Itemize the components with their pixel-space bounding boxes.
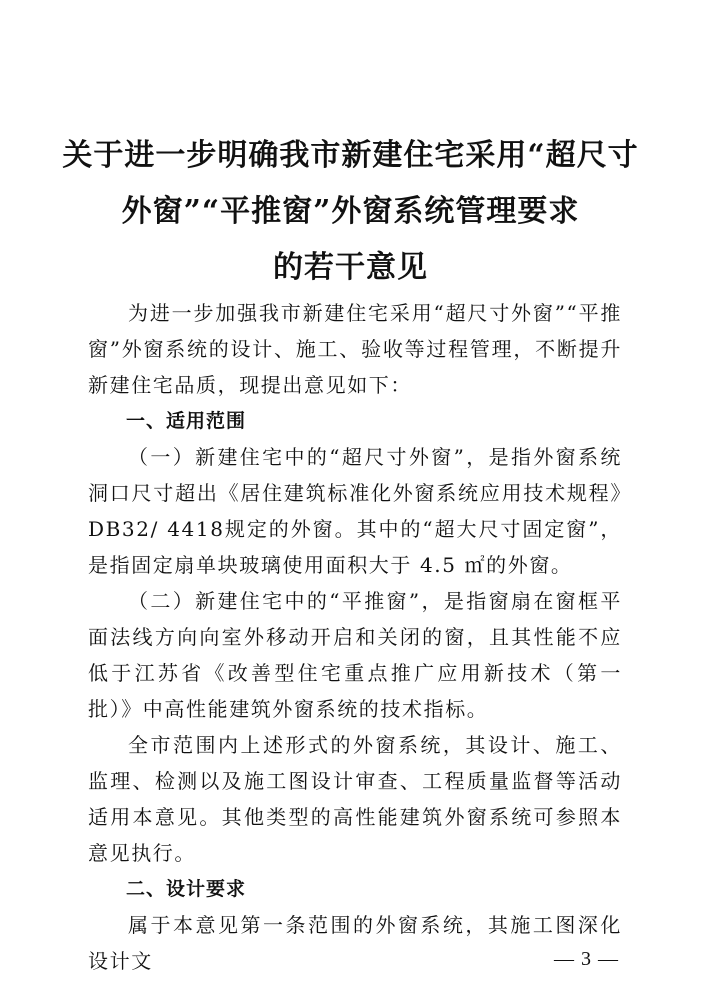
- document-body: [88, 295, 622, 979]
- section-1-heading: 一、适用范围: [126, 410, 247, 432]
- section-1-paragraph-2: （二）新建住宅中的“平推窗”，是指窗扇在窗框平面法线方向向室外移动开启和关闭的窗，且其性能不应低于江苏省《改善型住宅重点推广应用新技术（第一批）》中高性能建筑外窗系统的技术指标。: [88, 589, 622, 721]
- section-2-heading: 二、设计要求: [126, 878, 247, 900]
- title-line-3: 的若干意见: [273, 250, 428, 285]
- document-title: [0, 128, 701, 296]
- page-number: — 3 —: [554, 948, 619, 970]
- title-line-2: 外窗”“平推窗”外窗系统管理要求: [121, 194, 580, 229]
- intro-paragraph: 为进一步加强我市新建住宅采用“超尺寸外窗”“平推窗”外窗系统的设计、施工、验收等过程管理，不断提升新建住宅品质，现提出意见如下：: [88, 301, 622, 397]
- section-1-paragraph-3: 全市范围内上述形式的外窗系统，其设计、施工、监理、检测以及施工图设计审查、工程质量监督等活动适用本意见。其他类型的高性能建筑外窗系统可参照本意见执行。: [88, 733, 622, 865]
- title-line-1: 关于进一步明确我市新建住宅采用“超尺寸: [62, 138, 639, 173]
- section-2-paragraph-1: 属于本意见第一条范围的外窗系统，其施工图深化设计文: [88, 913, 622, 973]
- section-1-paragraph-1: （一）新建住宅中的“超尺寸外窗”，是指外窗系统洞口尺寸超出《居住建筑标准化外窗系统应用技术规程》DB32/ 4418规定的外窗。其中的“超大尺寸固定窗”，是指固定扇单块玻璃使用面积大于 4.5 ㎡的外窗。: [88, 445, 622, 577]
